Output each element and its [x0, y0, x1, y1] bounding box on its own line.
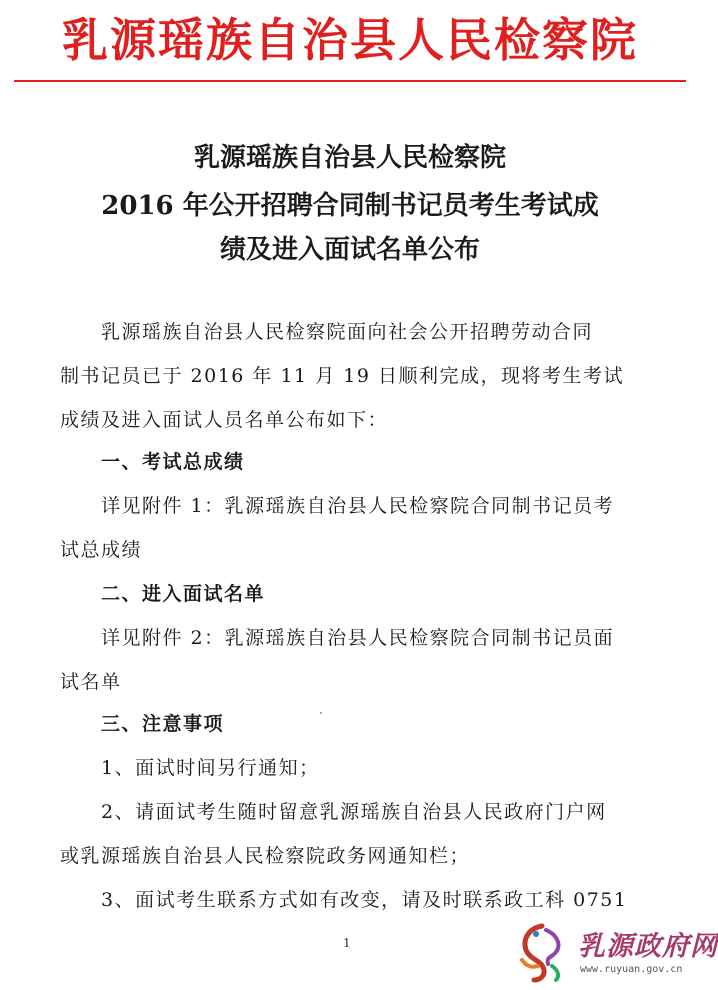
site-watermark — [512, 918, 718, 988]
body-paragraph-line: 成绩及进入面试人员名单公布如下： — [60, 409, 389, 431]
red-divider-line — [14, 80, 686, 82]
list-item: 2、请面试考生随时留意乳源瑶族自治县人民政府门户网 — [60, 801, 607, 823]
body-paragraph-line: 乳源瑶族自治县人民检察院面向社会公开招聘劳动合同 — [60, 321, 594, 343]
watermark-site-name: 乳源政府网 — [578, 931, 718, 962]
document-title-line-2: 2016 年公开招聘合同制书记员考生考试成 — [101, 191, 599, 221]
section-heading-scores: 一、考试总成绩 — [60, 451, 245, 473]
body-paragraph-line: 试名单 — [60, 671, 122, 693]
body-paragraph-line: 详见附件 2：乳源瑶族自治县人民检察院合同制书记员面 — [60, 627, 615, 649]
body-paragraph-line: 制书记员已于 2016 年 11 月 19 日顺利完成，现将考生考试 — [60, 365, 624, 387]
section-heading-interview: 二、进入面试名单 — [60, 583, 266, 605]
list-item: 3、面试考生联系方式如有改变，请及时联系政工科 0751 — [60, 889, 628, 911]
dragon-logo-icon — [512, 920, 572, 984]
list-item-continuation: 或乳源瑶族自治县人民检察院政务网通知栏； — [60, 845, 471, 867]
list-item: 1、面试时间另行通知； — [60, 757, 320, 779]
section-heading-notes: 三、注意事项 — [60, 713, 225, 735]
watermark-url: www.ruyuan.gov.cn — [580, 964, 683, 975]
body-paragraph-line: 试总成绩 — [60, 539, 143, 561]
letterhead — [0, 0, 700, 84]
document-title-line-1: 乳源瑶族自治县人民检察院 — [193, 143, 506, 173]
document-title-line-3: 绩及进入面试名单公布 — [219, 235, 480, 265]
page-number: 1 — [343, 936, 351, 950]
body-paragraph-line: 详见附件 1：乳源瑶族自治县人民检察院合同制书记员考 — [60, 495, 615, 517]
scan-speck — [320, 712, 322, 714]
letterhead-title: 乳源瑶族自治县人民检察院 — [62, 13, 638, 67]
